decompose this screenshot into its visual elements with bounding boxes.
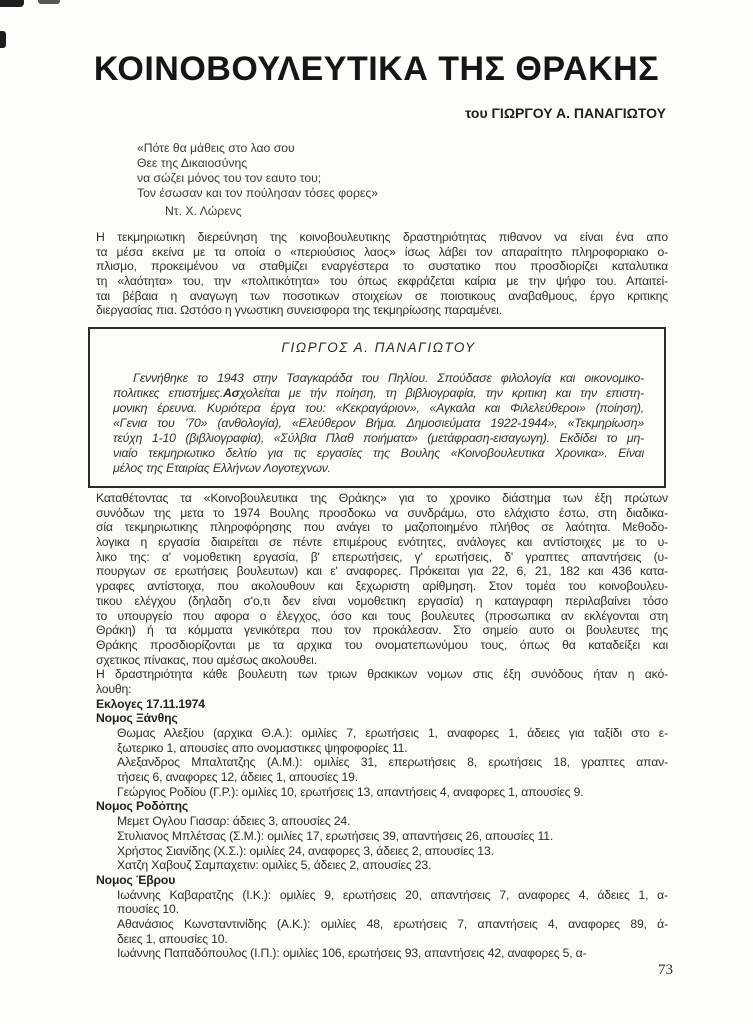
page-number: 73: [658, 962, 673, 978]
deputy-entries: [96, 726, 668, 799]
deputy-entries: [96, 888, 668, 961]
section-heading: Νομος Ξάνθης: [96, 711, 178, 726]
prefecture-section: [96, 799, 668, 872]
deputy-entry: [96, 844, 668, 859]
text-line: τα μέσα εκείνα με τα οποία ο «περιούσιος λαος» ίσως λάβει τον απαραίτητο πληροφοριακο ο-: [96, 244, 668, 259]
text-line: ξωτερικο 1, απουσίες απο ονομαστικες ψηφοφορίες 11.: [117, 740, 408, 755]
epigraph-attribution: Ντ. Χ. Λώρενς: [165, 204, 242, 218]
author-bio-box: [88, 327, 666, 488]
intro-paragraph: [96, 230, 668, 318]
text-line: γραφες αντίστοιχα, που ακολουθουν και ξεχωριστη αρίθμηση. Στον τομέα του κοινοβουλευ-: [96, 579, 668, 594]
bio-heading: ΓΙΩΡΓΟΣ Α. ΠΑΝΑΓΙΩΤΟΥ: [281, 340, 476, 355]
elections-heading: Εκλογες 17.11.1974: [96, 696, 205, 711]
text-line: Στυλιανος Μπλέτσας (Σ.Μ.): ομιλίες 17, ερωτήσεις 39, απαντήσεις 26, απουσίες 11.: [117, 828, 554, 843]
deputy-entry: [96, 785, 668, 800]
body-paragraph: [96, 491, 668, 667]
text-line: Χατζη Χαβουζ Σαμπαχετιν: ομιλίες 5, άδειες 2, απουσίες 23.: [117, 858, 432, 873]
text-line: λικο της: α' νομοθετικη εργασία, β' επερωτήσεις, γ' ερωτήσεις, δ' γραπτες απαντήσεις (υ-: [96, 549, 668, 564]
bio-lines: [113, 401, 644, 476]
epigraph-lines: [137, 141, 378, 201]
text-line: πουργων σε ερωτήσεις βουλευτων) και ε' αναφορες. Πρόκειται για 22, 6, 21, 182 και 436 κατα-: [96, 564, 668, 579]
bio-line-bold-fragment: Ασ: [222, 386, 240, 400]
bio-line: μέλος της Εταιρίας Ελλήνων Λογοτεχνων.: [113, 461, 331, 475]
text-line: πουσίες 10.: [117, 902, 179, 917]
text-line: λογικα η εργασία διαιρείται σε πέντε επιμέρους ενότητες, ανάλογες και αντίστοιχες με το υ-: [96, 535, 668, 550]
epigraph-line: Τον έσωσαν και τον πούλησαν τόσες φορες»: [137, 186, 378, 200]
bio-line: «Γενια του ’70» (ανθολογία), «Ελεύθερον Βήμα. Δημοσιεύματα 1922-1944», «Τεκμηρίωση»: [113, 416, 644, 430]
text-line: συνόδων της μετα το 1974 Βουλης προσδοκω να συνδράμω, στο ελάχιστο έστω, στη διαδικα-: [96, 505, 668, 520]
deputy-entry: [96, 726, 668, 755]
text-line: Καταθέτοντας τα «Κοινοβουλευτικα της Θράκης» για το χρονικο διάστημα των έξη πρώτων: [96, 491, 668, 505]
deputy-entries: [96, 814, 668, 873]
main-text: [96, 491, 668, 961]
byline: του ΓΙΩΡΓΟΥ Α. ΠΑΝΑΓΙΩΤΟΥ: [465, 105, 666, 121]
epigraph-line: Θεε της Δικαιοσύνης: [137, 156, 248, 170]
epigraph-line: «Πότε θα μάθεις στο λαο σου: [137, 141, 295, 155]
bio-line-pre: πολιτικες επιστήμες.: [113, 386, 223, 400]
epigraph-line: να σώζει μόνος του τον εαυτο του;: [137, 171, 322, 185]
text-line: πλισμο, προκειμένου να σταθμίζει εναργέστερα το συστατικο που προσδιορίζει καταλυτικα: [96, 259, 668, 274]
prefecture-sections: [96, 711, 668, 961]
text-line: λουθη:: [96, 681, 132, 696]
text-line: Ιωάννης Παπαδόπουλος (Ι.Π.): ομιλίες 106, ερωτήσεις 93, απαντήσεις 42, αναφορες 5, α-: [117, 946, 587, 961]
text-line: Θράκης προσδιορίζονται με τα αρχικα του ονοματεπωνύμου τους, όπως θα καταδείξει και: [96, 637, 668, 652]
text-line: Θράκη) ή τα κόμματα γενικότερα που τον προκάλεσαν. Στο σημείο αυτο οι βουλευτες της: [96, 623, 668, 638]
bio-line: νιαίο τεκμηριωτικο δελτίο για τις εργασίες της Βουλης «Κοινοβουλευτικα Χρονικα». Είναι: [113, 446, 644, 460]
text-line: ται βέβαια η αναγωγη των ποσοτικων στοιχείων σε ποιοτικους αναβαθμους, έργο κριτικης: [96, 288, 668, 303]
text-line: τη «λαότητα» του, την «πολιτικότητα» του όπως εκφράζεται καίρια με την ψήφο του. Απαιτεί-: [96, 274, 668, 289]
scan-artifact: [0, 0, 24, 7]
bio-line-post: χολείται με τήν ποίηση, τη βιβλιογραφία, την κριτικη και την επιστη-: [239, 386, 644, 400]
text-line: Θωμας Αλεξίου (αρχικα Θ.Α.): ομιλίες 7, ερωτήσεις 1, αναφορες 1, άδειες για ταξίδι στο ε-: [117, 726, 668, 740]
deputy-entry: [96, 755, 668, 784]
page-title: ΚΟΙΝΟΒΟΥΛΕΥΤΙΚΑ ΤΗΣ ΘΡΑΚΗΣ: [93, 50, 660, 88]
bio-line-overstrike: [113, 386, 644, 401]
text-line: δειες 1, απουσίες 10.: [117, 931, 228, 946]
epigraph: [137, 141, 378, 219]
text-line: τικου ελέγχου (δηλαδη σ'ο,τι δεν είναι νομοθετικη εργασία) η καταγραφη περιλαβαίνει τόσο: [96, 593, 668, 608]
text-line: Αλεξανδρος Μπαλτατζης (Α.Μ.): ομιλίες 31, επερωτήσεις 8, ερωτήσεις 18, γραπτες απαν-: [117, 755, 668, 770]
deputy-entry: [96, 888, 668, 917]
deputy-entry: [96, 946, 668, 961]
bio-line: τεύχη 1-10 (βιβλιογραφία), «Σύλβια Πλαθ ποιήματα» (μετάφραση-εισαγωγη). Εκδίδει το μη-: [113, 431, 644, 445]
text-line: διεργασίας πια. Ωστόσο η γνωστικη συνεισφορα της τεκμηρίωσης παραμένει.: [96, 303, 502, 318]
text-line: τήσεις 6, αναφορες 12, άδειες 1, απουσίες 19.: [117, 770, 358, 785]
bio-line: Γεννήθηκε το 1943 στην Τσαγκαράδα του Πηλίου. Σπούδασε φιλολογία και οικονομικο-: [133, 371, 644, 385]
text-line: Η τεκμηριωτικη διερεύνηση της κοινοβουλευτικης δραστηριότητας πιθανον να είναι ένα απο: [96, 230, 668, 244]
text-line: το υπουργείο που αφορα ο έλεγχος, όσο και τους βουλευτες (προσωπικα αν εκλέγονται στη: [96, 608, 668, 623]
deputy-entry: [96, 858, 668, 873]
text-line: Μεμετ Ογλου Γιασαρ: άδειες 3, απουσίες 24.: [117, 814, 351, 829]
text-line: Ιωάννης Καβαρατζης (Ι.Κ.): ομιλίες 9, ερωτήσεις 20, απαντήσεις 7, αναφορες 4, άδειες 1, α-: [117, 887, 668, 902]
deputy-entry: [96, 814, 668, 829]
deputy-entry: [96, 917, 668, 946]
bio-paragraph: [113, 371, 644, 476]
text-line: Χρήστος Σιανίδης (Χ.Σ.): ομιλίες 24, αναφορες 3, άδειες 2, απουσίες 13.: [117, 843, 494, 858]
prefecture-section: [96, 711, 668, 799]
section-heading: Νομος Έβρου: [96, 872, 176, 887]
text-line: Αθανάσιος Κωνσταντινίδης (Α.Κ.): ομιλίες 48, ερωτήσεις 7, απαντήσεις 4, αναφορες 89, ά-: [117, 916, 668, 931]
section-heading: Νομος Ροδόπης: [96, 799, 189, 814]
text-line: σία τεκμηριωτικης πληροφόρησης που ανάγει το μαζοποιημένο πλήθος σε λαότητα. Μεθοδο-: [96, 520, 668, 535]
scan-artifact: [38, 0, 60, 4]
text-line: Η δραστηριότητα κάθε βουλευτη των τριων θρακικων νομων στις έξη συνόδους ήταν η ακό-: [96, 667, 668, 682]
deputy-entry: [96, 829, 668, 844]
text-line: σχετικος πίνακας, που αμέσως ακολουθει.: [96, 652, 317, 667]
activity-intro-paragraph: [96, 667, 668, 696]
scan-artifact: [0, 31, 6, 48]
bio-line: μονικη έρευνα. Κυριότερα έργα του: «Κεκραγάριον», «Αγκαλα και Φιλελεύθεροι» (ποίηση),: [113, 401, 644, 415]
prefecture-section: [96, 873, 668, 961]
text-line: Γεώργιος Ροδίου (Γ.Ρ.): ομιλίες 10, ερωτήσεις 13, απαντήσεις 4, αναφορες 1, απουσίες 9.: [117, 784, 584, 799]
